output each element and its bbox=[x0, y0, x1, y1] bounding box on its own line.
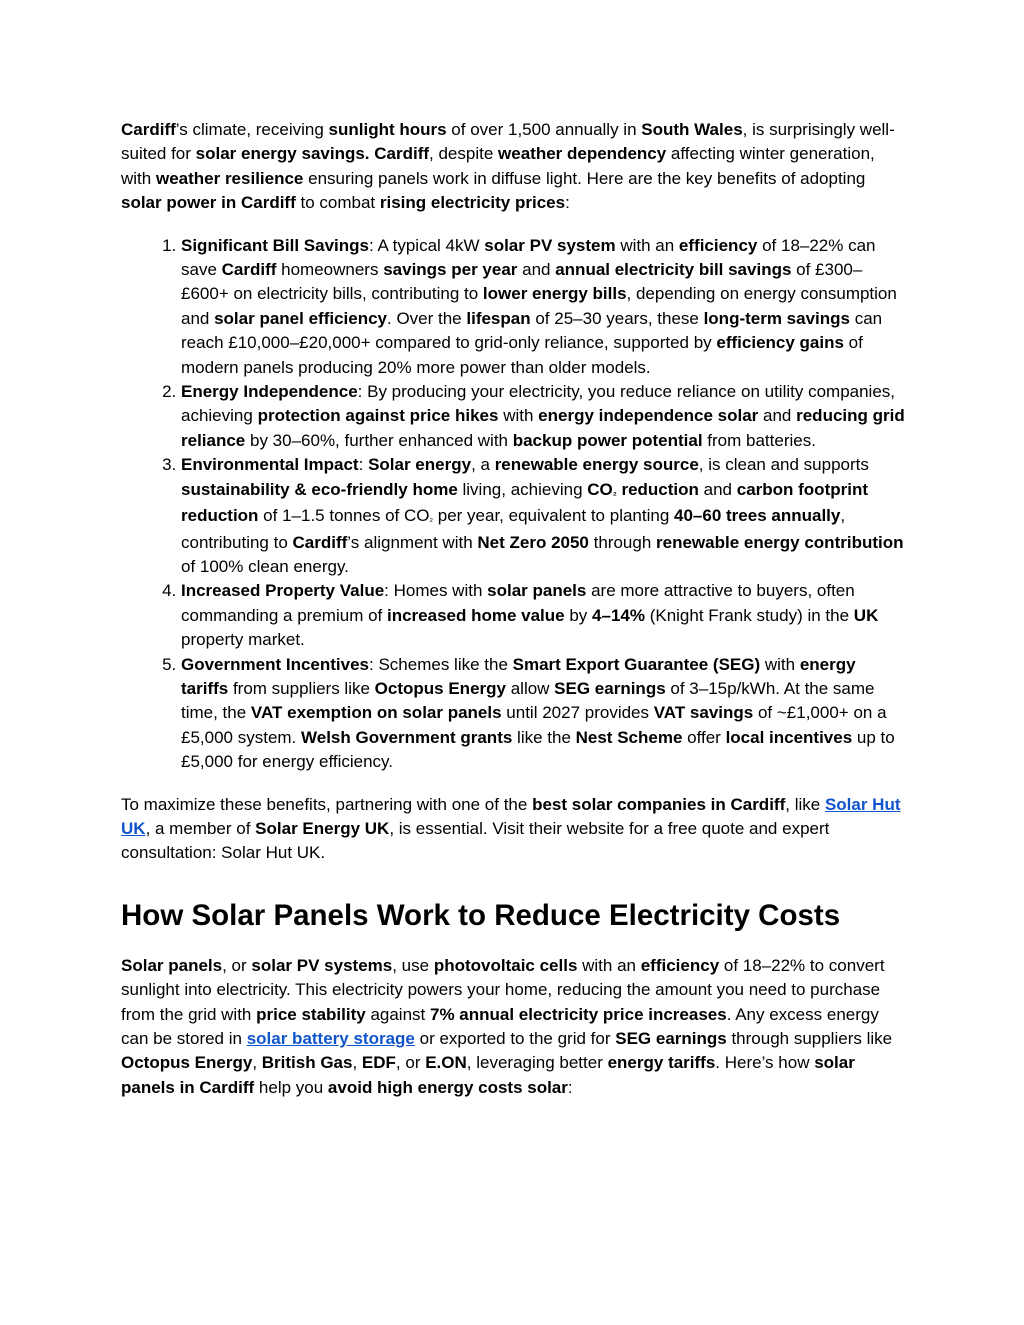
bold-text: E.ON bbox=[425, 1053, 467, 1073]
text-run: , a bbox=[471, 455, 495, 475]
text-run: : bbox=[565, 193, 570, 213]
bold-text: energy tariffs bbox=[607, 1053, 716, 1073]
bold-text: SEG earnings bbox=[615, 1029, 727, 1048]
text-run: To maximize these benefits, partnering with one of the bbox=[121, 794, 533, 814]
text-run: : bbox=[358, 455, 369, 475]
bold-text: lower energy bills bbox=[482, 284, 627, 304]
text-run: , bbox=[352, 1053, 362, 1073]
text-run: living, achieving bbox=[457, 479, 588, 499]
subscript-text: ₂ bbox=[612, 486, 617, 497]
text-run: of £300–£600+ on electricity bills, contributing to bbox=[181, 260, 863, 304]
bold-text: backup power potential bbox=[512, 430, 703, 450]
text-run: of 25–30 years, these bbox=[530, 308, 704, 328]
text-run: with an bbox=[615, 235, 679, 255]
text-run: and bbox=[517, 260, 556, 280]
text-run: , or bbox=[222, 955, 252, 975]
bold-text: solar panels in Cardiff bbox=[121, 1053, 855, 1097]
bold-text: energy tariffs bbox=[181, 654, 856, 698]
subscript-text: ₂ bbox=[429, 513, 434, 524]
bold-text: British Gas bbox=[261, 1053, 353, 1073]
benefit-item-energy-independence bbox=[181, 380, 907, 453]
inline-link[interactable]: Solar Hut UK bbox=[121, 794, 901, 838]
bold-text: SEG earnings bbox=[554, 678, 666, 698]
text-run: , a member of bbox=[145, 818, 256, 838]
text-run: by bbox=[564, 605, 593, 625]
text-run: , or bbox=[395, 1053, 426, 1073]
bold-text: Octopus Energy bbox=[121, 1053, 253, 1073]
text-run: , is clean and supports bbox=[698, 455, 869, 475]
bold-text: Net Zero 2050 bbox=[477, 532, 589, 552]
text-run: from batteries. bbox=[702, 430, 816, 450]
bold-text: solar PV systems bbox=[251, 955, 393, 975]
text-run: offer bbox=[682, 727, 726, 747]
bold-text: Environmental Impact bbox=[181, 455, 359, 475]
text-run: , leveraging better bbox=[466, 1053, 608, 1073]
text-run: of 18–22% can save bbox=[181, 235, 876, 280]
text-run: or exported to the grid for bbox=[414, 1029, 616, 1048]
bold-text: South Wales bbox=[641, 120, 743, 139]
text-run: of modern panels producing 20% more power than older models. bbox=[181, 333, 863, 377]
text-run: , is surprisingly well-suited for bbox=[121, 120, 895, 164]
text-run: and bbox=[698, 479, 737, 499]
bold-text: Energy Independence bbox=[181, 382, 358, 402]
text-run: . Here’s how bbox=[715, 1053, 815, 1073]
bold-text: Cardiff bbox=[121, 120, 176, 139]
bold-text: solar panels bbox=[487, 581, 587, 601]
text-run: , despite bbox=[429, 144, 499, 164]
section-heading-text: How Solar Panels Work to Reduce Electricity Costs bbox=[121, 898, 841, 932]
benefit-item-property-value bbox=[181, 579, 907, 652]
text-run: ensuring panels work in diffuse light. Here are the key benefits of adopting bbox=[303, 168, 866, 188]
bold-text: Octopus Energy bbox=[374, 678, 506, 698]
text-run: through suppliers like bbox=[726, 1029, 893, 1048]
text-run: homeowners bbox=[276, 260, 384, 280]
bold-text: local incentives bbox=[725, 727, 853, 747]
text-run: . Any excess energy can be stored in bbox=[121, 1004, 879, 1048]
text-run: by 30–60%, further enhanced with bbox=[245, 430, 513, 450]
bold-text: reducing grid reliance bbox=[181, 406, 905, 450]
bold-text: weather resilience bbox=[155, 168, 304, 188]
text-run: with bbox=[498, 406, 539, 426]
bold-text: Smart Export Guarantee (SEG) bbox=[512, 654, 761, 674]
text-run: and bbox=[758, 406, 797, 426]
bold-text: efficiency bbox=[678, 235, 758, 255]
text-run: , contributing to bbox=[181, 506, 846, 552]
benefits-list bbox=[121, 234, 907, 775]
text-run: : Homes with bbox=[384, 581, 488, 601]
bold-text: avoid high energy costs solar bbox=[327, 1077, 568, 1097]
bold-text: Increased Property Value bbox=[181, 581, 385, 601]
bold-text: annual electricity bill savings bbox=[555, 260, 792, 280]
bold-text: carbon footprint reduction bbox=[181, 479, 868, 526]
bold-text: Government Incentives bbox=[181, 654, 370, 674]
text-run: ’s alignment with bbox=[347, 532, 478, 552]
text-run: like the bbox=[512, 727, 576, 747]
bold-text: VAT savings bbox=[653, 703, 754, 723]
benefit-item-bill-savings bbox=[181, 234, 907, 380]
text-run: of 1–1.5 tonnes of CO bbox=[258, 506, 430, 526]
text-run: allow bbox=[505, 678, 555, 698]
bold-text: renewable energy contribution bbox=[656, 532, 904, 552]
text-run: affecting winter generation, with bbox=[121, 144, 875, 188]
text-run: (Knight Frank study) in the bbox=[644, 605, 854, 625]
text-run: ’s climate, receiving bbox=[175, 120, 329, 139]
bold-text: protection against price hikes bbox=[257, 406, 499, 426]
text-run: : A typical 4kW bbox=[368, 235, 485, 255]
bold-text: efficiency bbox=[640, 955, 720, 975]
text-run: , is essential. Visit their website for a free quote and expert consultation: Solar Hut UK. bbox=[121, 818, 830, 863]
text-run: of 100% clean energy. bbox=[181, 556, 349, 576]
benefit-item-environmental-impact bbox=[181, 453, 907, 579]
text-run: of over 1,500 annually in bbox=[446, 120, 642, 139]
bold-text: CO bbox=[587, 479, 613, 499]
bold-text: Cardiff bbox=[221, 260, 277, 280]
text-run: property market. bbox=[181, 630, 305, 650]
bold-text: Welsh Government grants bbox=[301, 727, 513, 747]
text-run: are more attractive to buyers, often commanding a premium of bbox=[181, 581, 855, 625]
bold-text: rising electricity prices bbox=[379, 193, 566, 213]
text-run: : bbox=[567, 1077, 573, 1097]
bold-text: solar panel efficiency bbox=[214, 308, 387, 328]
bold-text: savings per year bbox=[383, 260, 518, 280]
bold-text: VAT exemption on solar panels bbox=[250, 703, 502, 723]
text-run: : By producing your electricity, you reduce reliance on utility companies, achieving bbox=[181, 382, 896, 426]
bold-text: long-term savings bbox=[703, 308, 850, 328]
bold-text: EDF bbox=[361, 1053, 396, 1073]
text-run: per year, equivalent to planting bbox=[433, 506, 675, 526]
cta-paragraph bbox=[121, 793, 907, 866]
bold-text: best solar companies in Cardiff bbox=[532, 794, 786, 814]
intro-paragraph bbox=[121, 118, 907, 216]
bold-text: sunlight hours bbox=[328, 120, 447, 139]
bold-text: reduction bbox=[616, 479, 699, 499]
bold-text: Solar energy bbox=[368, 455, 472, 475]
bold-text: photovoltaic cells bbox=[433, 955, 578, 975]
bold-text: 4–14% bbox=[592, 605, 645, 625]
bold-text: solar power in Cardiff bbox=[121, 193, 296, 213]
text-run: . Over the bbox=[387, 308, 467, 328]
text-run: , use bbox=[392, 955, 434, 975]
bold-text: Significant Bill Savings bbox=[181, 235, 369, 255]
bold-text: increased home value bbox=[386, 605, 565, 625]
bold-text: solar energy savings. Cardiff bbox=[195, 144, 430, 164]
bold-text: renewable energy source bbox=[494, 455, 699, 475]
text-run: with an bbox=[577, 955, 641, 975]
how-it-works-paragraph bbox=[121, 954, 907, 1100]
bold-text: price stability bbox=[256, 1004, 366, 1024]
bold-text: Nest Scheme bbox=[575, 727, 683, 747]
text-run: with bbox=[760, 654, 800, 674]
section-heading bbox=[121, 898, 907, 934]
bold-text: lifespan bbox=[466, 308, 531, 328]
text-run: of ~£1,000+ on a £5,000 system. bbox=[181, 703, 887, 747]
bold-text: 7% annual electricity price increases bbox=[429, 1004, 727, 1024]
bold-text: Solar Energy UK bbox=[255, 818, 390, 838]
text-run: from suppliers like bbox=[228, 678, 375, 698]
bold-text: 40–60 trees annually bbox=[674, 506, 841, 526]
text-run: , depending on energy consumption and bbox=[181, 284, 897, 328]
text-run: through bbox=[588, 532, 656, 552]
text-run: against bbox=[365, 1004, 430, 1024]
text-run: of 3–15p/kWh. At the same time, the bbox=[181, 678, 875, 723]
bold-text: UK bbox=[853, 605, 879, 625]
bold-text: efficiency gains bbox=[716, 333, 844, 353]
benefit-item-government-incentives bbox=[181, 653, 907, 775]
text-run: up to £5,000 for energy efficiency. bbox=[181, 727, 895, 772]
text-run: can reach £10,000–£20,000+ compared to grid-only reliance, supported by bbox=[181, 308, 883, 353]
bold-text: solar PV system bbox=[484, 235, 616, 255]
text-run: help you bbox=[254, 1077, 328, 1097]
bold-text: weather dependency bbox=[498, 144, 667, 164]
text-run: of 18–22% to convert sunlight into electricity. This electricity powers your home, reducing the amount you need to purchase from the grid with bbox=[121, 955, 885, 1024]
text-run: to combat bbox=[295, 193, 380, 213]
inline-link[interactable]: solar battery storage bbox=[246, 1029, 415, 1048]
document-page bbox=[121, 118, 907, 1100]
text-run: , bbox=[252, 1053, 262, 1073]
text-run: until 2027 provides bbox=[501, 703, 654, 723]
text-run: : Schemes like the bbox=[369, 654, 513, 674]
bold-text: Solar panels bbox=[121, 955, 223, 975]
text-run: , like bbox=[785, 794, 825, 814]
bold-text: Cardiff bbox=[292, 532, 348, 552]
bold-text: energy independence solar bbox=[538, 406, 759, 426]
bold-text: sustainability & eco-friendly home bbox=[181, 479, 458, 499]
